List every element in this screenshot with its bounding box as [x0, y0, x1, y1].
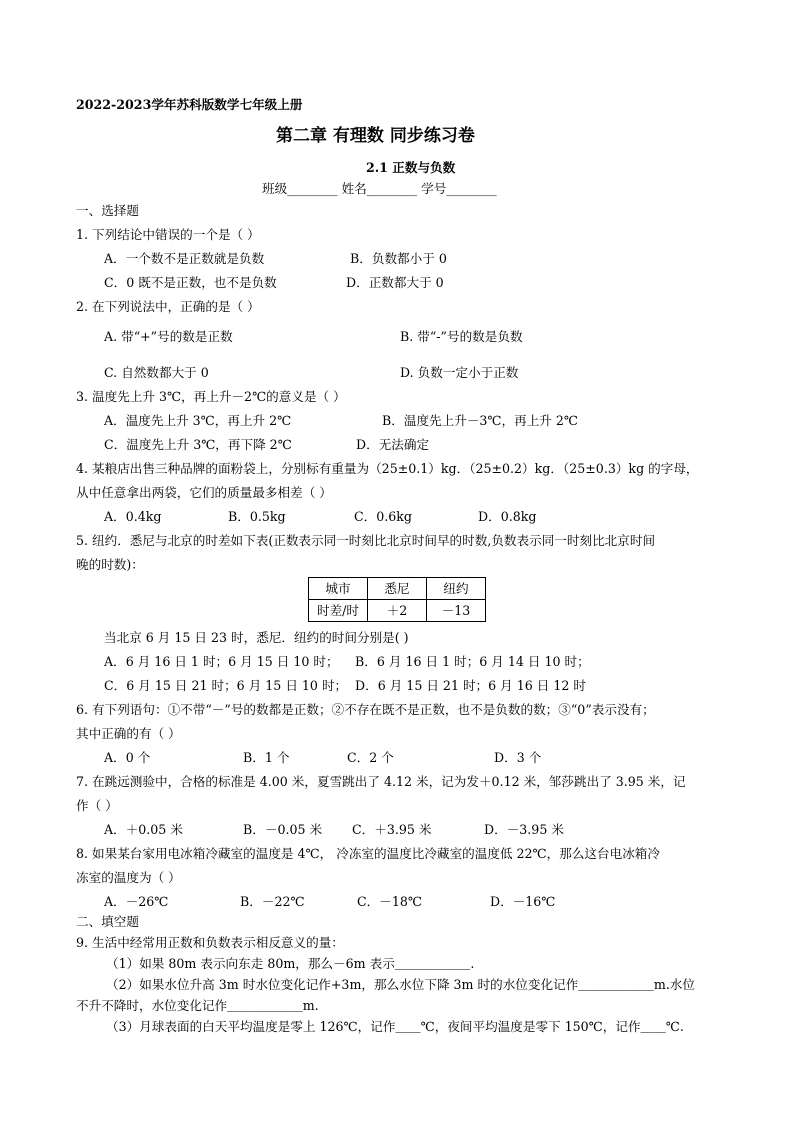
q6-option-b: B．1 个	[243, 750, 290, 765]
q7-stem-line2: 作（ ）	[76, 798, 118, 813]
table-header-cell: 纽约	[427, 578, 486, 600]
time-difference-table	[308, 577, 486, 622]
q4-option-a: A．0.4kg	[104, 509, 162, 524]
q6-stem-line1: 6. 有下列语句：①不带“－”号的数都是正数；②不存在既不是正数，也不是负数的数；③“0”表示没有；	[76, 702, 655, 717]
q2-option-b: B. 带“-”号的数是负数	[400, 329, 523, 344]
q4-option-c: C．0.6kg	[354, 509, 412, 524]
table-row	[309, 600, 486, 622]
q1-option-a: A．一个数不是正数就是负数	[104, 251, 265, 266]
part2-heading: 二、填空题	[76, 914, 139, 929]
q7-option-d: D．－3.95 米	[484, 822, 564, 837]
q4-stem-line2: 从中任意拿出两袋，它们的质量最多相差（ ）	[76, 485, 332, 500]
q3-option-b: B．温度先上升－3℃，再上升 2℃	[382, 413, 578, 428]
q6-option-c: C．2 个	[347, 750, 394, 765]
q6-stem-line2: 其中正确的有（ ）	[76, 726, 181, 741]
table-header-row	[309, 578, 486, 600]
q4-stem-line1: 4. 某粮店出售三种品牌的面粉袋上，分别标有重量为（25±0.1）kg．（25±0.2）kg．（25±0.3）kg 的字母，	[76, 461, 699, 476]
q1-option-b: B．负数都小于 0	[350, 251, 447, 266]
q7-option-a: A．＋0.05 米	[104, 822, 183, 837]
q2-option-d: D. 负数一定小于正数	[400, 365, 519, 380]
page-title: 第二章 有理数 同步练习卷	[276, 126, 475, 146]
table-header-cell: 城市	[309, 578, 368, 600]
q1-option-d: D．正数都大于 0	[346, 275, 444, 290]
q5-stem-line1: 5. 纽约．悉尼与北京的时差如下表(正数表示同一时刻比北京时间早的时数,负数表示同一时刻比北京时间	[76, 533, 656, 548]
q7-option-c: C．＋3.95 米	[352, 822, 432, 837]
q6-option-d: D．3 个	[494, 750, 542, 765]
q7-stem-line1: 7. 在跳远测验中，合格的标准是 4.00 米，夏雪跳出了 4.12 米，记为发＋0.12 米，邹莎跳出了 3.95 米，记	[76, 774, 686, 789]
q8-stem-line1: 8. 如果某台家用电冰箱冷藏室的温度是 4℃， 冷冻室的温度比冷藏室的温度低 22℃，那么这台电冰箱冷	[76, 846, 660, 861]
q1-option-c: C．0 既不是正数，也不是负数	[104, 275, 277, 290]
q8-stem-line2: 冻室的温度为（ ）	[76, 870, 181, 885]
q8-option-b: B．－22℃	[240, 894, 305, 909]
q9-sub1: （1）如果 80m 表示向东走 80m，那么－6m 表示＿＿＿＿＿＿.	[106, 956, 475, 971]
q5-stem-line2: 晚的时数)：	[76, 557, 144, 572]
q2-option-a: A. 带“+”号的数是正数	[104, 329, 233, 344]
q9-sub3: （3）月球表面的白天平均温度是零上 126℃，记作＿＿℃，夜间平均温度是零下 150℃，记作＿＿℃.	[106, 1019, 684, 1034]
q3-option-a: A．温度先上升 3℃，再上升 2℃	[104, 413, 292, 428]
q3-option-d: D．无法确定	[356, 437, 430, 452]
q8-option-c: C．－18℃	[357, 894, 422, 909]
q9-sub2-line1: （2）如果水位升高 3m 时水位变化记作+3m，那么水位下降 3m 时的水位变化记作＿＿＿＿＿＿m.水位	[106, 977, 695, 992]
q3-stem: 3. 温度先上升 3℃，再上升－2℃的意义是（ ）	[76, 389, 346, 404]
q5-option-a: A．6 月 16 日 1 时；6 月 15 日 10 时；	[104, 654, 339, 669]
table-cell: ＋2	[368, 600, 427, 622]
section-title: 2.1 正数与负数	[366, 160, 456, 175]
table-cell: 时差/时	[309, 600, 368, 622]
q5-option-d: D．6 月 15 日 21 时；6 月 16 日 12 时	[355, 678, 587, 693]
q5-question: 当北京 6 月 15 日 23 时，悉尼．纽约的时间分别是( )	[104, 630, 409, 645]
q5-option-b: B．6 月 16 日 1 时；6 月 14 日 10 时；	[355, 654, 590, 669]
q4-option-d: D．0.8kg	[478, 509, 537, 524]
table-header-cell: 悉尼	[368, 578, 427, 600]
q2-option-c: C. 自然数都大于 0	[104, 365, 209, 380]
q3-option-c: C．温度先上升 3℃，再下降 2℃	[104, 437, 292, 452]
q5-option-c: C．6 月 15 日 21 时；6 月 15 日 10 时；	[104, 678, 348, 693]
q8-option-a: A．－26℃	[104, 894, 169, 909]
part1-heading: 一、选择题	[76, 203, 139, 218]
q9-sub2-line2: 不升不降时，水位变化记作＿＿＿＿＿＿m.	[76, 998, 319, 1013]
q4-option-b: B．0.5kg	[228, 509, 286, 524]
q9-stem: 9. 生活中经常用正数和负数表示相反意义的量：	[76, 935, 344, 950]
series-title: 2022-2023学年苏科版数学七年级上册	[76, 97, 303, 112]
q7-option-b: B．－0.05 米	[243, 822, 323, 837]
q6-option-a: A．0 个	[104, 750, 151, 765]
table-cell: －13	[427, 600, 486, 622]
q1-stem: 1. 下列结论中错误的一个是（ ）	[76, 227, 260, 242]
student-info-line: 班级________ 姓名________ 学号________	[262, 181, 497, 196]
q2-stem: 2. 在下列说法中，正确的是（ ）	[76, 299, 260, 314]
q8-option-d: D．－16℃	[490, 894, 556, 909]
